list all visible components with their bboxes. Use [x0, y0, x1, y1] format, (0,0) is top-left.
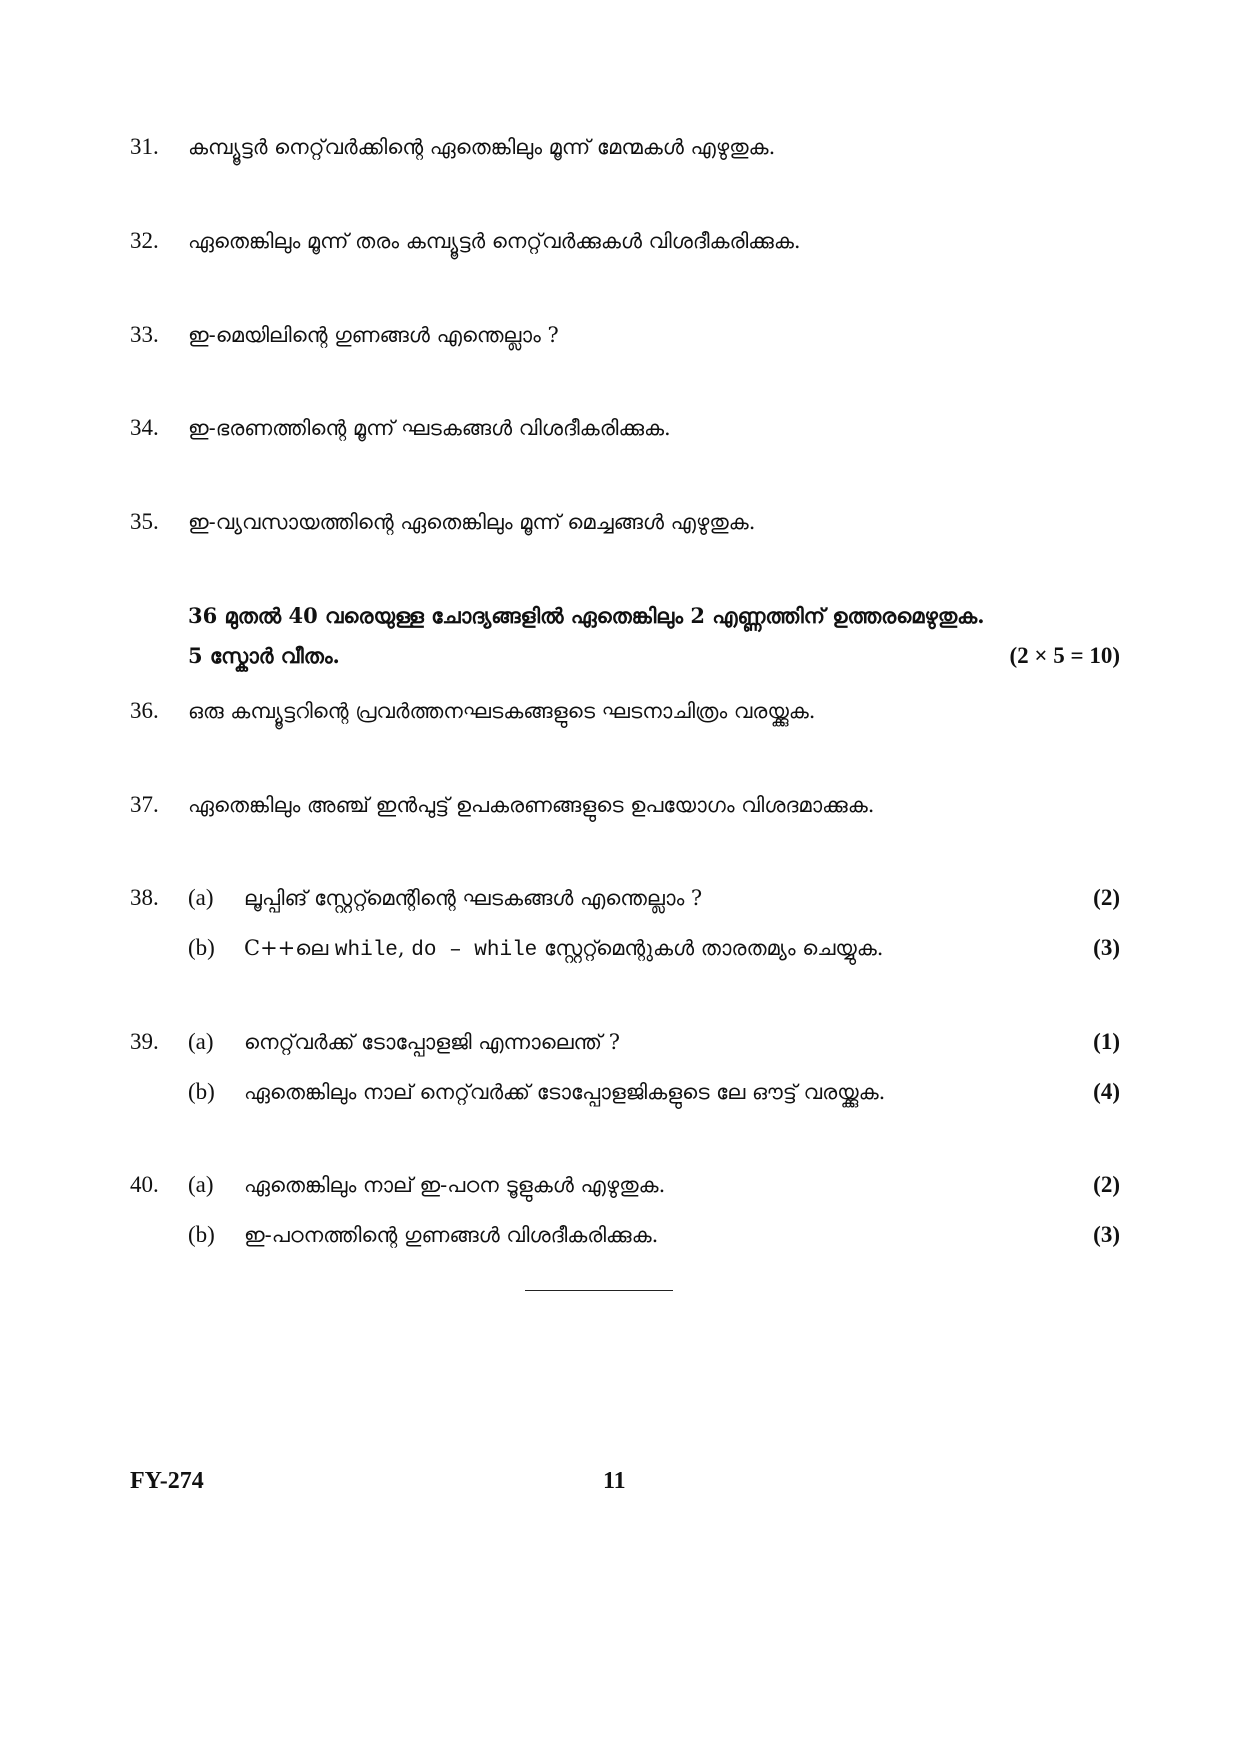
question-number: 31.	[130, 134, 159, 159]
subquestion-text: ലൂപ്പിങ് സ്റ്റേറ്റ്മെന്റിന്റെ ഘടകങ്ങൾ എന്തെല്ലാം ?	[244, 886, 703, 910]
question-text: ഇ-വ്യവസായത്തിന്റെ ഏതെങ്കിലും മൂന്ന് മെച്ചങ്ങൾ എഴുതുക.	[188, 510, 756, 534]
question-text: ഏതെങ്കിലും അഞ്ച് ഇൻപുട്ട് ഉപകരണങ്ങളുടെ ഉപയോഗം വിശദമാക്കുക.	[188, 793, 875, 817]
question-number: 32.	[130, 228, 159, 253]
instruction-line: 36 മുതൽ 40 വരെയുള്ള ചോദ്യങ്ങളിൽ ഏതെങ്കിലും 2 എണ്ണത്തിന് ഉത്തരമെഴുതുക.	[188, 603, 985, 628]
question-number: 36.	[130, 698, 159, 723]
question-number: 40.	[130, 1172, 159, 1197]
subquestion-text: ഏതെങ്കിലും നാല് നെറ്റ്‌വർക്ക് ടോപ്പോളജികളുടെ ലേ ഔട്ട് വരയ്ക്കുക.	[244, 1080, 886, 1104]
subquestion-label: (a)	[188, 1172, 214, 1197]
question-text: ഇ-ഭരണത്തിന്റെ മൂന്ന് ഘടകങ്ങൾ വിശദീകരിക്കുക.	[188, 416, 671, 440]
question-number: 34.	[130, 415, 159, 440]
marks: (3)	[1093, 1222, 1120, 1247]
end-divider	[525, 1290, 673, 1291]
marks: (4)	[1093, 1079, 1120, 1104]
subquestion-label: (b)	[188, 1222, 215, 1247]
page-number: 11	[603, 1468, 626, 1494]
text-part: സ്റ്റേറ്റ്മെന്റുകൾ താരതമ്യം ചെയ്യുക.	[537, 936, 884, 960]
question-number: 38.	[130, 885, 159, 910]
code-keyword: while	[334, 939, 398, 962]
question-text: കമ്പ്യൂട്ടർ നെറ്റ്‌വർക്കിന്റെ ഏതെങ്കിലും മൂന്ന് മേന്മകൾ എഴുതുക.	[188, 135, 776, 159]
question-number: 35.	[130, 509, 159, 534]
text-part: C++ലെ	[244, 936, 335, 960]
subquestion-text: ഇ-പഠനത്തിന്റെ ഗുണങ്ങൾ വിശദീകരിക്കുക.	[244, 1223, 659, 1247]
subquestion-label: (a)	[188, 1029, 214, 1054]
text-part: ,	[397, 936, 412, 960]
code-keyword: do – while	[411, 939, 538, 962]
marks: (1)	[1093, 1029, 1120, 1054]
subquestion-label: (b)	[188, 935, 215, 960]
section-marks-formula: (2 × 5 = 10)	[1009, 643, 1120, 668]
question-text: ഇ-മെയിലിന്റെ ഗുണങ്ങൾ എന്തെല്ലാം ?	[188, 323, 559, 347]
subquestion-label: (b)	[188, 1079, 215, 1104]
subquestion-text	[244, 933, 883, 966]
marks: (2)	[1093, 1172, 1120, 1197]
instruction-score-line: 5 സ്കോർ വീതം.	[188, 643, 340, 668]
subquestion-text: ഏതെങ്കിലും നാല് ഇ-പഠന ടൂളുകൾ എഴുതുക.	[244, 1173, 666, 1197]
question-number: 33.	[130, 322, 159, 347]
question-text: ഏതെങ്കിലും മൂന്ന് തരം കമ്പ്യൂട്ടർ നെറ്റ്‌വർക്കുകൾ വിശദീകരിക്കുക.	[188, 229, 801, 253]
question-text: ഒരു കമ്പ്യൂട്ടറിന്റെ പ്രവർത്തനഘടകങ്ങളുടെ ഘടനാചിത്രം വരയ്ക്കുക.	[188, 699, 816, 723]
subquestion-text: നെറ്റ്‌വർക്ക് ടോപ്പോളജി എന്നാലെന്ത് ?	[244, 1030, 620, 1054]
subquestion-label: (a)	[188, 885, 214, 910]
paper-code: FY-274	[130, 1468, 204, 1494]
marks: (3)	[1093, 935, 1120, 960]
marks: (2)	[1093, 885, 1120, 910]
question-number: 39.	[130, 1029, 159, 1054]
question-number: 37.	[130, 792, 159, 817]
